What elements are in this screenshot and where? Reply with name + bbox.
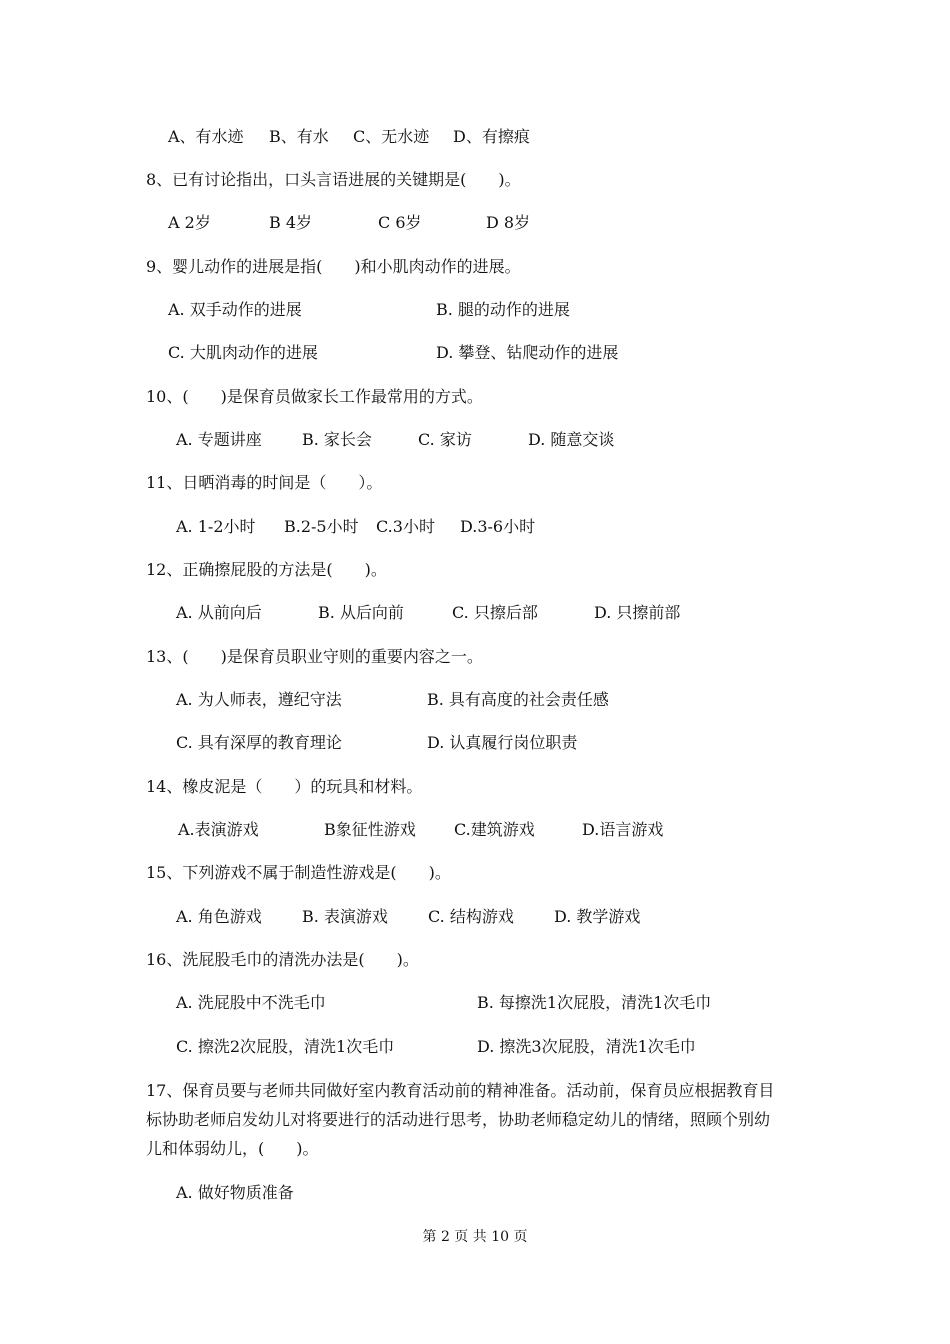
q10-option-c: C. 家访 — [418, 430, 472, 449]
q16-option-b: B. 每擦洗1次屁股，清洗1次毛巾 — [477, 993, 712, 1012]
q15-option-b: B. 表演游戏 — [302, 907, 388, 926]
q12-option-c: C. 只擦后部 — [452, 603, 538, 622]
q15-option-c: C. 结构游戏 — [428, 907, 514, 926]
q13-option-d: D. 认真履行岗位职责 — [427, 733, 578, 752]
q7-option-c: C、无水迹 — [353, 127, 430, 146]
q15-option-d: D. 教学游戏 — [554, 907, 641, 926]
q8-option-d: D 8岁 — [486, 213, 531, 232]
q12-stem: 12、正确擦屁股的方法是( )。 — [146, 560, 387, 579]
q8-option-a: A 2岁 — [168, 213, 211, 232]
q14-option-c: C.建筑游戏 — [454, 820, 535, 839]
q16-option-c: C. 擦洗2次屁股，清洗1次毛巾 — [176, 1037, 395, 1056]
q9-option-d: D. 攀登、钻爬动作的进展 — [436, 343, 619, 362]
q11-stem: 11、日晒消毒的时间是（ ）。 — [146, 473, 383, 492]
q10-option-b: B. 家长会 — [302, 430, 372, 449]
q9-option-a: A. 双手动作的进展 — [168, 300, 302, 319]
q17-stem-line-1: 17、保育员要与老师共同做好室内教育活动前的精神准备。活动前，保育员应根据教育目 — [146, 1081, 775, 1100]
q15-stem: 15、下列游戏不属于制造性游戏是( )。 — [146, 863, 451, 882]
page-footer: 第 2 页 共 10 页 — [422, 1229, 528, 1245]
q11-option-d: D.3-6小时 — [460, 517, 536, 536]
q9-stem: 9、婴儿动作的进展是指( )和小肌肉动作的进展。 — [146, 257, 521, 276]
q14-option-b: B象征性游戏 — [324, 820, 416, 839]
q13-option-a: A. 为人师表，遵纪守法 — [176, 690, 342, 709]
q14-option-d: D.语言游戏 — [582, 820, 664, 839]
q13-stem: 13、( )是保育员职业守则的重要内容之一。 — [146, 647, 483, 666]
q8-stem: 8、已有讨论指出，口头言语进展的关键期是( )。 — [146, 170, 521, 189]
q16-stem: 16、洗屁股毛巾的清洗办法是( )。 — [146, 950, 419, 969]
q9-option-b: B. 腿的动作的进展 — [436, 300, 570, 319]
q12-option-d: D. 只擦前部 — [594, 603, 681, 622]
q13-option-c: C. 具有深厚的教育理论 — [176, 733, 342, 752]
q13-option-b: B. 具有高度的社会责任感 — [427, 690, 609, 709]
q10-option-a: A. 专题讲座 — [176, 430, 262, 449]
q11-option-a: A. 1-2小时 — [176, 517, 256, 536]
q11-option-b: B.2-5小时 — [284, 517, 359, 536]
q8-option-c: C 6岁 — [378, 213, 422, 232]
q9-option-c: C. 大肌肉动作的进展 — [168, 343, 318, 362]
q12-option-a: A. 从前向后 — [176, 603, 262, 622]
q11-option-c: C.3小时 — [376, 517, 435, 536]
q16-option-a: A. 洗屁股中不洗毛巾 — [176, 993, 326, 1012]
q16-option-d: D. 擦洗3次屁股，清洗1次毛巾 — [477, 1037, 696, 1056]
q17-stem-line-2: 标协助老师启发幼儿对将要进行的活动进行思考，协助老师稳定幼儿的情绪，照顾个别幼 — [146, 1110, 771, 1129]
q17-stem-line-3: 儿和体弱幼儿，( )。 — [146, 1139, 319, 1158]
q10-stem: 10、( )是保育员做家长工作最常用的方式。 — [146, 387, 483, 406]
q7-option-a: A、有水迹 — [168, 127, 244, 146]
q10-option-d: D. 随意交谈 — [528, 430, 615, 449]
q8-option-b: B 4岁 — [269, 213, 313, 232]
q7-option-d: D、有擦痕 — [453, 127, 530, 146]
q15-option-a: A. 角色游戏 — [176, 907, 262, 926]
q12-option-b: B. 从后向前 — [318, 603, 404, 622]
q7-option-b: B、有水 — [269, 127, 329, 146]
q17-option-a: A. 做好物质准备 — [176, 1183, 294, 1202]
q14-option-a: A.表演游戏 — [178, 820, 259, 839]
q14-stem: 14、橡皮泥是（ ）的玩具和材料。 — [146, 777, 423, 796]
